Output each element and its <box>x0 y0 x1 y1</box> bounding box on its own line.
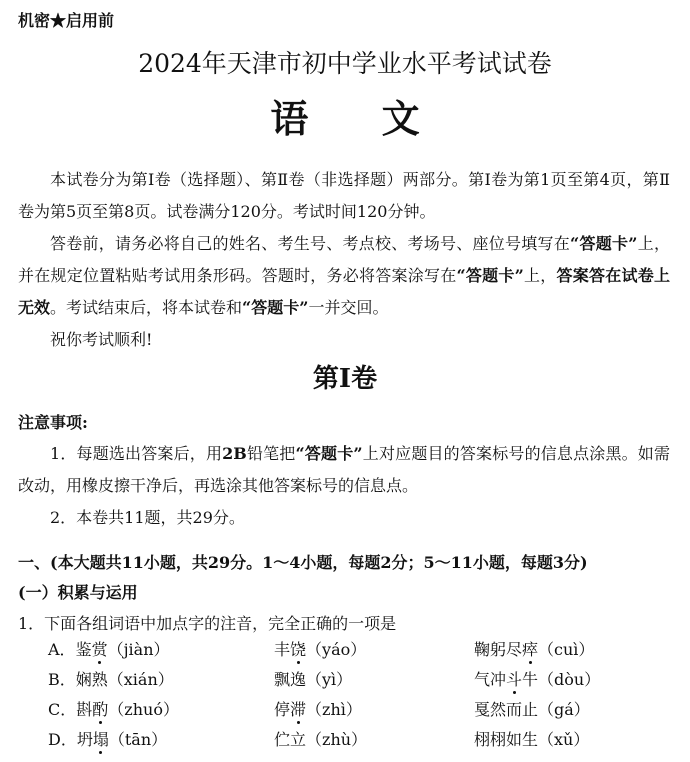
intro-paragraph-1: 本试卷分为第Ⅰ卷（选择题）、第Ⅱ卷（非选择题）两部分。第Ⅰ卷为第1页至第4页，第Ⅱ卷为第5页至第8页。试卷满分120分。考试时间120分钟。 <box>18 170 670 221</box>
volume-heading: 第Ⅰ卷 <box>312 364 378 394</box>
option-word: 停滞（zhì） <box>274 697 362 720</box>
option-row-b <box>48 667 668 695</box>
emphasis-dot-char: 瘁 <box>522 637 538 660</box>
option-word: 飘逸（yì） <box>274 670 353 689</box>
pencil-type: 2B <box>222 444 247 463</box>
note-item-1 <box>18 438 670 502</box>
notes-heading: 注意事项: <box>18 413 88 432</box>
emphasis-dot-char: 斗 <box>506 667 522 690</box>
emphasis-dot-char: 滞 <box>290 697 306 720</box>
option-label: A． <box>48 640 76 659</box>
confidential-label: 机密★启用前 <box>18 11 115 30</box>
question-1-stem: 1．下面各组词语中加点字的注音，完全正确的一项是 <box>18 614 397 633</box>
exam-title: 2024年天津市初中学业水平考试试卷 <box>138 49 552 78</box>
option-word: 鞠躬尽瘁（cuì） <box>474 637 594 660</box>
emphasis-dot-char: 饶 <box>290 637 306 660</box>
option-word: A．鉴赏（jiàn） <box>48 637 170 660</box>
emphasis-dot-char: 赏 <box>92 637 108 660</box>
intro-text: 。考试结束后，将本试卷和 <box>50 298 243 317</box>
option-row-d <box>48 727 668 755</box>
option-row-c <box>48 697 668 725</box>
option-word: 伫立（zhù） <box>274 730 368 749</box>
answer-card-term: “答题卡” <box>295 444 363 463</box>
intro-text: 上，并在规定位置粘贴考试用条形码。答题时，务必将答案涂写在 <box>18 234 670 285</box>
answer-card-term: “答题卡” <box>242 298 309 317</box>
option-word: C．斟酌（zhuó） <box>48 697 179 720</box>
option-label: C． <box>48 700 77 719</box>
good-luck-line: 祝你考试顺利! <box>50 330 153 349</box>
note-text: 1．每题选出答案后，用 <box>50 444 223 463</box>
note-item-2: 2．本卷共11题，共29分。 <box>50 508 245 527</box>
note-text: 铅笔把 <box>246 444 296 463</box>
emphasis-dot-char: 酌 <box>92 697 108 720</box>
invalid-answer-warning: 答案答在试卷上无效 <box>18 266 670 317</box>
option-row-a <box>48 637 668 665</box>
subject-title: 语 文 <box>270 96 450 141</box>
intro-text: 一并交回。 <box>308 298 389 317</box>
intro-paragraph-2 <box>18 228 670 324</box>
option-word: 气冲斗牛（dòu） <box>474 667 600 690</box>
answer-card-term: “答题卡” <box>456 266 524 285</box>
option-word: D．坍塌（tān） <box>48 727 167 750</box>
note-text: 上对应题目的答案标号的信息点涂黑。如需改动，用橡皮擦干净后，再选涂其他答案标号的信息点。 <box>18 444 670 495</box>
answer-card-term: “答题卡” <box>570 234 638 253</box>
option-word: B．娴熟（xián） <box>48 670 174 689</box>
intro-text: 上， <box>523 266 557 285</box>
option-label: B． <box>48 670 76 689</box>
option-word: 栩栩如生（xǔ） <box>474 730 590 749</box>
subsection-heading: (一）积累与运用 <box>18 583 138 602</box>
option-word: 戛然而止（gá） <box>474 700 590 719</box>
emphasis-dot-char: 塌 <box>93 727 109 750</box>
intro-text: 答卷前，请务必将自己的姓名、考生号、考点校、考场号、座位号填写在 <box>50 234 571 253</box>
option-label: D． <box>48 730 77 749</box>
section-heading: 一、(本大题共11小题，共29分。1～4小题，每题2分；5～11小题，每题3分) <box>18 553 588 572</box>
option-word: 丰饶（yáo） <box>274 637 366 660</box>
